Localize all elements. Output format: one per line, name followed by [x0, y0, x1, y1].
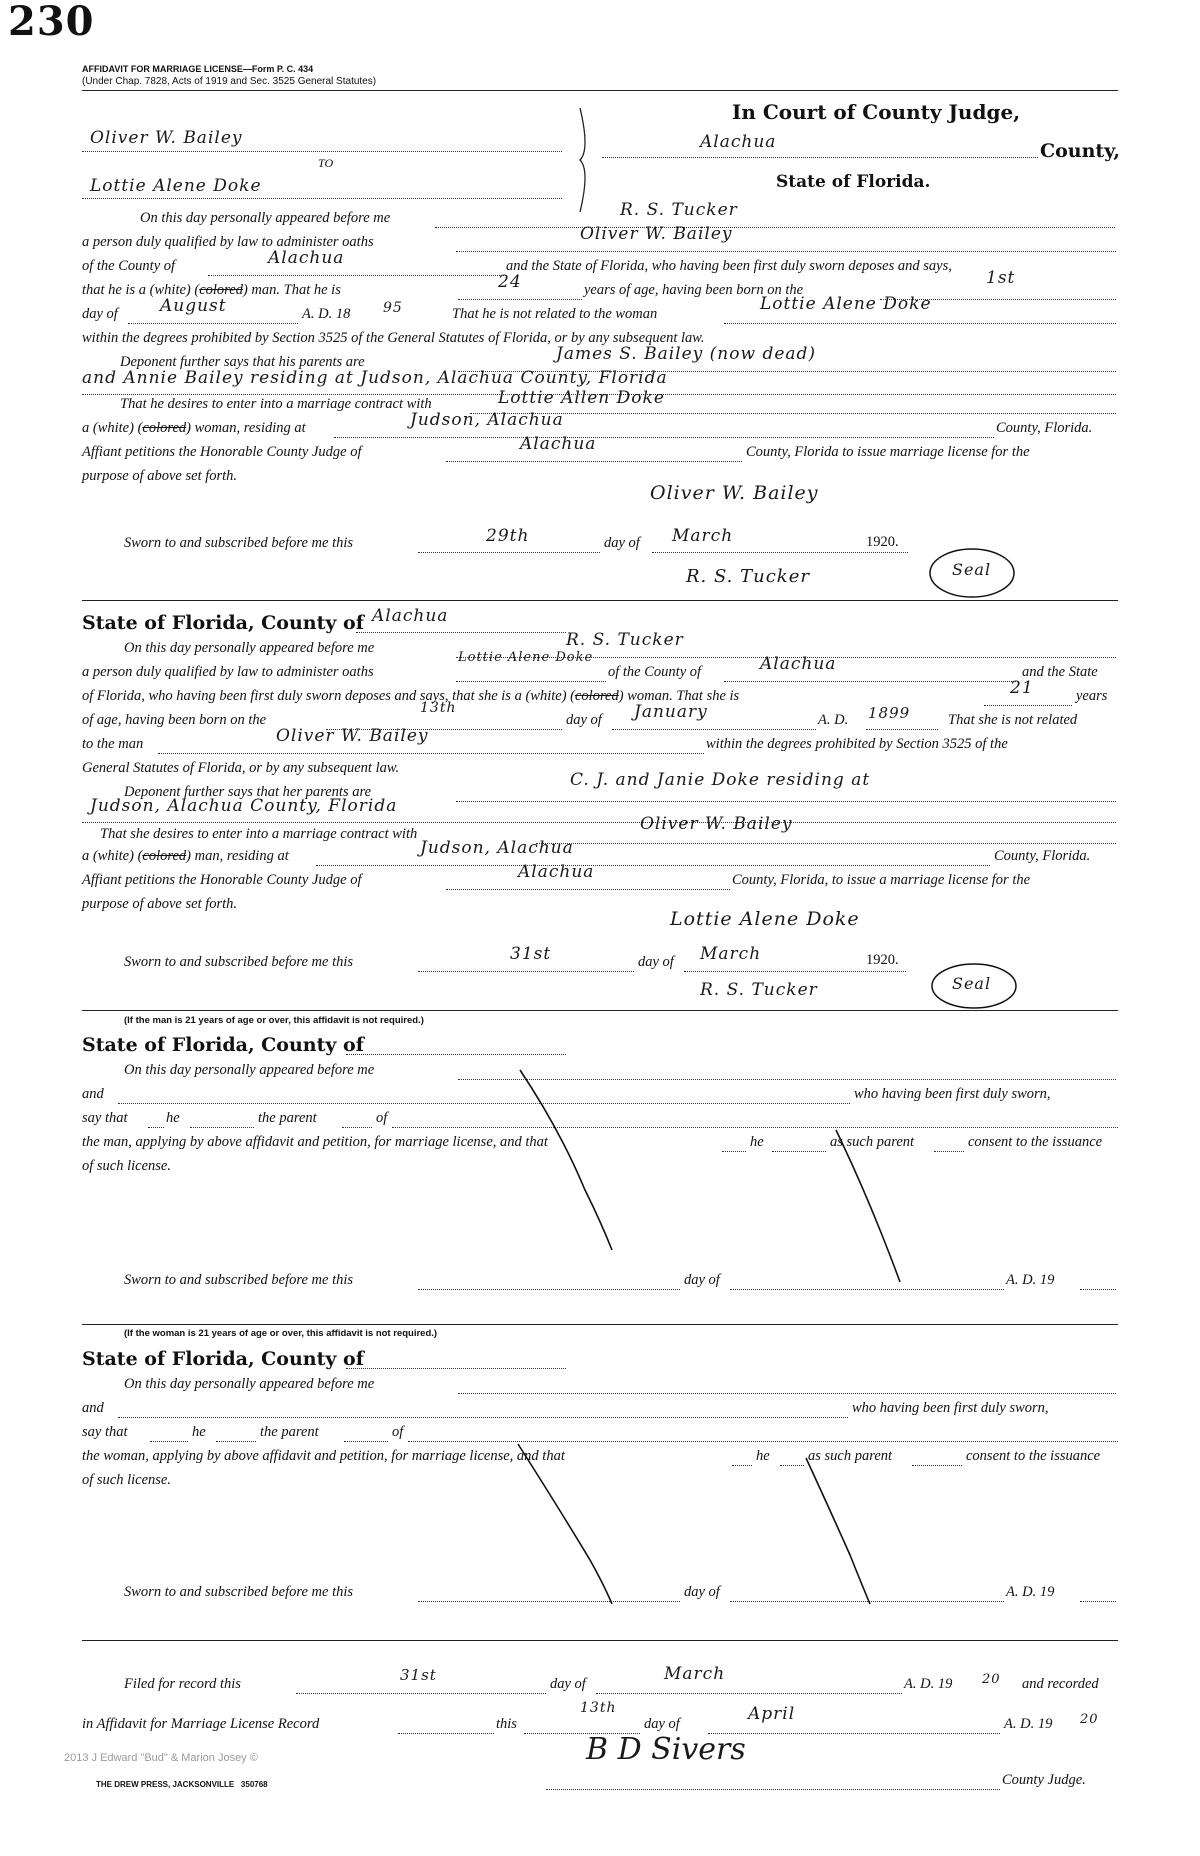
man-sworn-day: 29th — [486, 526, 530, 546]
copyright-watermark: 2013 J Edward "Bud" & Marion Josey © — [64, 1752, 258, 1764]
parent-woman-he-2: he — [756, 1448, 770, 1464]
man-sworn-day-line — [418, 552, 600, 553]
woman-heading-line — [356, 632, 566, 633]
woman-officer-sig: R. S. Tucker — [700, 980, 818, 1000]
woman-sworn-year: 1920. — [866, 952, 899, 968]
filed-month: March — [664, 1664, 726, 1684]
rule-3 — [82, 1324, 1118, 1325]
woman-county: Alachua — [760, 654, 837, 674]
parent-man-sworn-a: Sworn to and subscribed before me this — [124, 1272, 354, 1288]
man-age: 24 — [498, 272, 522, 292]
cancel-stroke-3 — [518, 1444, 612, 1604]
cancel-stroke-1 — [520, 1070, 612, 1250]
parent-woman-he2-tail — [780, 1465, 804, 1466]
woman-birth-month: January — [634, 702, 708, 722]
header-county: Alachua — [700, 132, 777, 152]
parent-woman-sworn-a: Sworn to and subscribed before me this — [124, 1584, 354, 1600]
man-woman: Lottie Alene Doke — [760, 294, 932, 314]
woman-l6: General Statutes of Florida, or by any subsequent law. — [82, 760, 400, 776]
man-l10b: County, Florida to issue marriage license for the — [746, 444, 1030, 460]
parent-woman-sworn-day-line — [418, 1601, 680, 1602]
woman-l4b: day of — [566, 712, 602, 728]
man-l10a: Affiant petitions the Honorable County Judge of — [82, 444, 362, 460]
filed-recmonth-line — [708, 1733, 1000, 1734]
man-l4: that he is a (white) (colored) man. That he is — [82, 282, 341, 298]
man-l5c: That he is not related to the woman — [452, 306, 658, 322]
parent-man-sworn-b: day of — [684, 1272, 720, 1288]
woman-sworn-day-line — [418, 971, 634, 972]
parent-woman-heading: State of Florida, County of — [82, 1348, 364, 1370]
filed-rec-day: 13th — [580, 1700, 617, 1716]
man-birth-day: 1st — [986, 268, 1016, 288]
parent-man-sworn-year-line — [1080, 1289, 1116, 1290]
bride-line — [82, 198, 562, 199]
woman-l4d: That she is not related — [948, 712, 1078, 728]
parent-woman-he2-lead — [732, 1465, 752, 1466]
parent-man-he-2: he — [750, 1134, 764, 1150]
man-county-line — [208, 275, 504, 276]
parent-man-heading-line — [346, 1054, 566, 1055]
filed-day: 31st — [400, 1666, 437, 1684]
woman-man-line — [158, 753, 704, 754]
parent-woman-l1-line — [458, 1393, 1116, 1394]
parent-man-l4c: consent to the issuance — [968, 1134, 1103, 1150]
parent-woman-l3b: the parent — [260, 1424, 319, 1440]
parent-woman-l3c: of — [392, 1424, 404, 1440]
man-officer-line — [435, 227, 1115, 228]
woman-l2c: and the State — [1022, 664, 1098, 680]
man-l2: a person duly qualified by law to administer oaths — [82, 234, 374, 250]
parent-man-l3a: say that — [82, 1110, 128, 1126]
man-sworn-month: March — [672, 526, 734, 546]
form-subtitle: (Under Chap. 7828, Acts of 1919 and Sec. 3525 General Statutes) — [82, 76, 377, 87]
parent-woman-l2b: who having been first duly sworn, — [852, 1400, 1049, 1416]
filed-year: 20 — [982, 1672, 1001, 1687]
woman-l4a: of age, having been born on the — [82, 712, 267, 728]
man-judge-county: Alachua — [520, 434, 597, 454]
man-l7: Deponent further says that his parents are — [120, 354, 365, 370]
man-l6: within the degrees prohibited by Section 3525 of the General Statutes of Florida, or by any subsequent law. — [82, 330, 705, 346]
man-l3a: of the County of — [82, 258, 176, 274]
header-county-line — [602, 157, 1038, 158]
woman-birth-year: 1899 — [868, 704, 911, 722]
man-l3b: and the State of Florida, who having been first duly sworn deposes and says, — [506, 258, 952, 274]
man-l8: That he desires to enter into a marriage contract with — [120, 396, 432, 412]
woman-parents2-line — [82, 822, 1116, 823]
woman-l9: a (white) (colored) man, residing at — [82, 848, 289, 864]
parent-man-sworn-month-line — [730, 1289, 1004, 1290]
man-l11: purpose of above set forth. — [82, 468, 238, 484]
rule-1 — [82, 600, 1118, 601]
parent-woman-l4c: consent to the issuance — [966, 1448, 1101, 1464]
cancel-stroke-4 — [806, 1458, 870, 1604]
man-residing: Judson, Alachua — [410, 410, 564, 430]
man-contract-line — [470, 413, 1116, 414]
woman-l1: On this day personally appeared before me — [124, 640, 375, 656]
woman-age-line — [984, 705, 1072, 706]
parent-man-l2-line — [118, 1103, 850, 1104]
parent-woman-parent-line — [344, 1441, 388, 1442]
groom-name: Oliver W. Bailey — [90, 128, 243, 148]
parent-man-sworn-c: A. D. 19 — [1006, 1272, 1055, 1288]
state-label: State of Florida. — [776, 172, 931, 192]
rule-2 — [82, 1010, 1118, 1011]
woman-parents-1: C. J. and Janie Doke residing at — [570, 770, 871, 790]
woman-l9c: County, Florida. — [994, 848, 1091, 864]
parent-man-of-line — [392, 1127, 1118, 1128]
woman-age: 21 — [1010, 678, 1034, 698]
man-birth-month: August — [160, 296, 227, 316]
man-sworn-a: Sworn to and subscribed before me this — [124, 535, 354, 551]
man-l9c: County, Florida. — [996, 420, 1093, 436]
parent-man-l1-line — [458, 1079, 1116, 1080]
filed-record-line — [398, 1733, 494, 1734]
man-l9: a (white) (colored) woman, residing at — [82, 420, 306, 436]
man-name-line — [456, 251, 1116, 252]
filed-day-line — [296, 1693, 546, 1694]
parent-man-sworn-day-line — [418, 1289, 680, 1290]
county-label: County, — [1040, 140, 1121, 162]
man-county: Alachua — [268, 248, 345, 268]
filed-l1c: A. D. 19 — [904, 1676, 953, 1692]
man-age-line — [458, 299, 582, 300]
judge-signature: B D Sivers — [586, 1732, 746, 1767]
woman-heading-county: Alachua — [372, 606, 449, 626]
woman-judge-county: Alachua — [518, 862, 595, 882]
filed-rec-year: 20 — [1080, 1712, 1099, 1727]
page-number: 230 — [8, 0, 95, 45]
woman-l5b: within the degrees prohibited by Section 3525 of the — [706, 736, 1008, 752]
woman-byear-line — [866, 729, 938, 730]
parent-woman-l1: On this day personally appeared before me — [124, 1376, 375, 1392]
woman-l2b: of the County of — [608, 664, 702, 680]
parent-man-parent-line — [342, 1127, 372, 1128]
woman-sworn-month: March — [700, 944, 762, 964]
man-judge-line — [446, 461, 742, 462]
parent-woman-sworn-month-line — [730, 1601, 1004, 1602]
parent-woman-sworn-b: day of — [684, 1584, 720, 1600]
woman-l11: purpose of above set forth. — [82, 896, 238, 912]
filed-rec-month: April — [748, 1704, 796, 1724]
filed-l2c: day of — [644, 1716, 680, 1732]
groom-line — [82, 151, 562, 152]
parent-man-l3b: the parent — [258, 1110, 317, 1126]
parent-woman-he-lead — [150, 1441, 188, 1442]
man-birth-year: 95 — [383, 300, 403, 316]
filed-l1b: day of — [550, 1676, 586, 1692]
judge-line — [546, 1789, 1000, 1790]
parent-woman-l4a: the woman, applying by above affidavit and petition, for marriage license, and that — [82, 1448, 565, 1464]
filed-l2d: A. D. 19 — [1004, 1716, 1053, 1732]
woman-parents-2: Judson, Alachua County, Florida — [90, 796, 398, 816]
court-title: In Court of County Judge, — [732, 100, 1021, 124]
man-signature: Oliver W. Bailey — [650, 482, 819, 504]
parent-woman-he: he — [192, 1424, 206, 1440]
man-parents-2: and Annie Bailey residing at Judson, Alachua County, Florida — [82, 368, 668, 388]
parent-man-he-tail — [190, 1127, 254, 1128]
parent-man-he2-tail — [772, 1151, 826, 1152]
woman-birth-day: 13th — [420, 700, 457, 716]
man-sworn-month-line — [652, 552, 908, 553]
parent-woman-l5: of such license. — [82, 1472, 171, 1488]
woman-sworn-day: 31st — [510, 944, 552, 964]
bride-name: Lottie Alene Doke — [90, 176, 262, 196]
woman-seal: Seal — [952, 974, 992, 993]
parent-woman-of-line — [408, 1441, 1118, 1442]
man-name: Oliver W. Bailey — [580, 224, 733, 244]
filed-l1a: Filed for record this — [124, 1676, 241, 1692]
woman-parents-line — [456, 801, 1116, 802]
man-officer: R. S. Tucker — [620, 200, 738, 220]
parent-man-heading: State of Florida, County of — [82, 1034, 364, 1056]
parent-man-he-lead — [148, 1127, 164, 1128]
woman-l10b: County, Florida, to issue a marriage license for the — [732, 872, 1031, 888]
man-l5a: day of — [82, 306, 118, 322]
man-residing-line — [334, 437, 994, 438]
woman-residing-line — [316, 865, 990, 866]
parent-man-l4b: as such parent — [830, 1134, 915, 1150]
parent-man-l5: of such license. — [82, 1158, 171, 1174]
woman-judge-line — [446, 889, 730, 890]
parent-man-l2b: who having been first duly sworn, — [854, 1086, 1051, 1102]
woman-residing: Judson, Alachua — [420, 838, 574, 858]
woman-man: Oliver W. Bailey — [276, 726, 429, 746]
woman-l4c: A. D. — [818, 712, 849, 728]
man-l1: On this day personally appeared before me — [140, 210, 391, 226]
parent-woman-heading-line — [346, 1368, 566, 1369]
man-sworn-year: 1920. — [866, 534, 899, 550]
to-label: TO — [318, 156, 334, 170]
man-l4c: years of age, having been born on the — [584, 282, 804, 298]
man-parents-1: James S. Bailey (now dead) — [556, 344, 817, 364]
woman-county-line — [724, 681, 1018, 682]
man-woman-line — [724, 323, 1116, 324]
man-seal: Seal — [952, 560, 992, 579]
parent-woman-note: (If the woman is 21 years of age or over, this affidavit is not required.) — [124, 1328, 438, 1339]
parent-woman-such-line — [912, 1465, 962, 1466]
parent-woman-l2a: and — [82, 1400, 104, 1416]
form-title: AFFIDAVIT FOR MARRIAGE LICENSE—Form P. C. 434 — [82, 64, 314, 74]
filed-l2a: in Affidavit for Marriage License Record — [82, 1716, 320, 1732]
woman-l10a: Affiant petitions the Honorable County Judge of — [82, 872, 362, 888]
parent-woman-sworn-c: A. D. 19 — [1006, 1584, 1055, 1600]
woman-contract-line — [536, 843, 1116, 844]
filed-l2b: this — [496, 1716, 517, 1732]
woman-bmonth-line — [612, 729, 816, 730]
man-month-line — [128, 323, 298, 324]
woman-l8: That she desires to enter into a marriage contract with — [100, 826, 418, 842]
woman-l5a: to the man — [82, 736, 144, 752]
man-l5b: A. D. 18 — [302, 306, 351, 322]
woman-l3c: years — [1076, 688, 1108, 704]
parent-man-he: he — [166, 1110, 180, 1126]
woman-name: Lottie Alene Doke — [458, 650, 594, 665]
man-officer-sig: R. S. Tucker — [686, 566, 810, 587]
cancel-stroke-2 — [836, 1130, 900, 1282]
printer-name: THE DREW PRESS, JACKSONVILLE 350768 — [96, 1780, 268, 1789]
parent-man-l1: On this day personally appeared before me — [124, 1062, 375, 1078]
parent-woman-l3a: say that — [82, 1424, 128, 1440]
parent-man-l4a: the man, applying by above affidavit and petition, for marriage license, and that — [82, 1134, 548, 1150]
filed-l1d: and recorded — [1022, 1676, 1099, 1692]
rule-4 — [82, 1640, 1118, 1641]
filed-month-line — [596, 1693, 902, 1694]
woman-sworn-month-line — [684, 971, 906, 972]
woman-sworn-a: Sworn to and subscribed before me this — [124, 954, 354, 970]
parent-man-l2a: and — [82, 1086, 104, 1102]
top-rule — [82, 90, 1118, 91]
parent-woman-l4b: as such parent — [808, 1448, 893, 1464]
woman-signature: Lottie Alene Doke — [670, 908, 860, 930]
man-sworn-b: day of — [604, 535, 640, 551]
woman-l2a: a person duly qualified by law to administer oaths — [82, 664, 374, 680]
woman-l7: Deponent further says that her parents are — [124, 784, 372, 800]
woman-contract-with: Oliver W. Bailey — [640, 814, 793, 834]
woman-officer: R. S. Tucker — [566, 630, 684, 650]
parent-man-such-line — [934, 1151, 964, 1152]
woman-heading: State of Florida, County of — [82, 612, 364, 634]
parent-woman-he-tail — [216, 1441, 256, 1442]
parent-man-l3c: of — [376, 1110, 388, 1126]
woman-name-line — [456, 681, 606, 682]
parent-man-he2-lead — [722, 1151, 746, 1152]
judge-label: County Judge. — [1002, 1772, 1086, 1788]
woman-sworn-b: day of — [638, 954, 674, 970]
parent-woman-l2-line — [118, 1417, 848, 1418]
woman-l3: of Florida, who having been first duly sworn deposes and says, that she is a (white) (colored) woman. That she is — [82, 688, 740, 704]
parent-man-note: (If the man is 21 years of age or over, this affidavit is not required.) — [124, 1015, 424, 1026]
man-contract-with: Lottie Allen Doke — [498, 388, 665, 408]
parent-woman-sworn-year-line — [1080, 1601, 1116, 1602]
